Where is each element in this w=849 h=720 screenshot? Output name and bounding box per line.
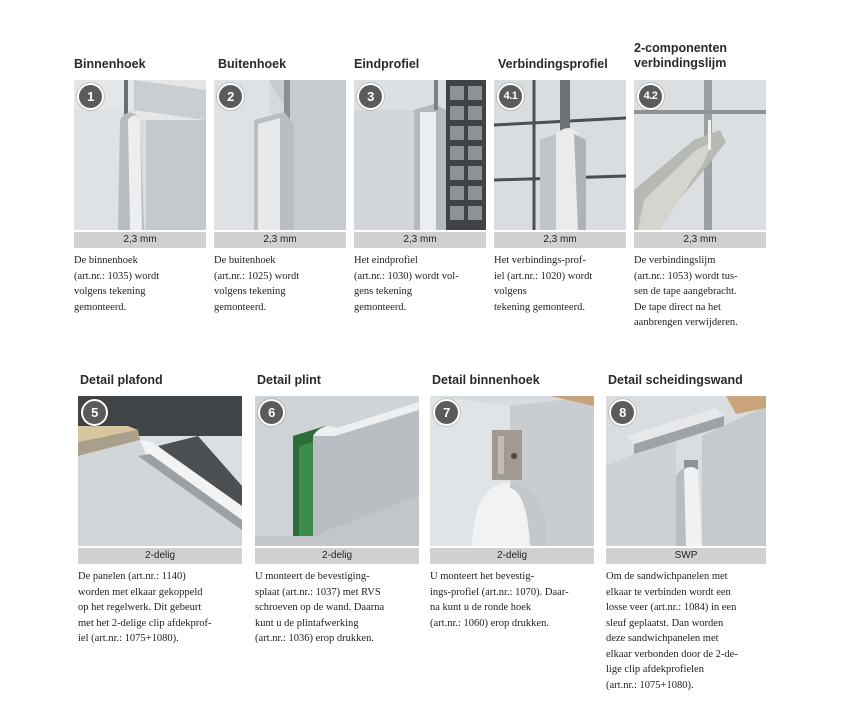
- card-detail-plafond: [78, 370, 242, 660]
- thickness-label: 2,3 mm: [354, 232, 486, 248]
- step-badge: 6: [258, 399, 285, 426]
- photo-binnenhoek: [74, 80, 206, 230]
- card-binnenhoek: [74, 54, 206, 324]
- card-title: Detail plint: [257, 373, 321, 387]
- card-description: Om de sandwichpanelen met elkaar te verbinden wordt een losse veer (art.nr.: 1084) in een sleuf geplaatst. Dan worden deze sandwichpanelen met elkaar verbonden door de 2-de- lige clip afdekprofielen (art.nr.: 1075+1080).: [606, 571, 738, 691]
- photo-detail-scheidingswand: [606, 396, 766, 546]
- card-description: Het eindprofiel (art.nr.: 1030) wordt vol- gens tekening gemonteerd.: [354, 255, 459, 313]
- card-description: De binnenhoek (art.nr.: 1035) wordt volgens tekening gemonteerd.: [74, 255, 160, 313]
- step-badge: 3: [357, 83, 384, 110]
- photo-buitenhoek: [214, 80, 346, 230]
- card-description: Het verbindings-prof- iel (art.nr.: 1020) wordt volgens tekening gemonteerd.: [494, 255, 593, 313]
- card-title: Detail binnenhoek: [432, 373, 540, 387]
- step-badge: 4.2: [637, 83, 664, 110]
- card-detail-binnenhoek: [430, 370, 594, 660]
- step-badge: 8: [609, 399, 636, 426]
- card-title: Buitenhoek: [218, 57, 287, 71]
- type-label: 2-delig: [78, 548, 242, 564]
- photo-verbindingslijm: [634, 80, 766, 230]
- photo-detail-plafond: [78, 396, 242, 546]
- photo-verbindingsprofiel: [494, 80, 626, 230]
- card-description: U monteert de bevestiging- splaat (art.nr.: 1037) met RVS schroeven op de wand. Daarna kunt u de plintafwerking (art.nr.: 1036) erop drukken.: [255, 571, 385, 644]
- card-title-line2: verbindingslijm: [634, 56, 727, 70]
- card-description: U monteert het bevestig- ings-profiel (art.nr.: 1070). Daar- na kunt u de ronde hoek (art.nr.: 1060) erop drukken.: [430, 571, 569, 629]
- card-verbindingslijm: [634, 40, 766, 330]
- thickness-label: 2,3 mm: [214, 232, 346, 248]
- step-badge: 7: [433, 399, 460, 426]
- thickness-label: 2,3 mm: [634, 232, 766, 248]
- card-title: Detail scheidingswand: [608, 373, 743, 387]
- step-badge: 1: [77, 83, 104, 110]
- thickness-label: 2,3 mm: [494, 232, 626, 248]
- card-description: De panelen (art.nr.: 1140) worden met elkaar gekoppeld op het regelwerk. Dit gebeurt met het 2-delige clip afdekprof- iel (art.nr.: 1075+1080).: [78, 571, 212, 644]
- type-label: SWP: [606, 548, 766, 564]
- card-buitenhoek: [214, 54, 346, 324]
- photo-detail-binnenhoek: [430, 396, 594, 546]
- card-verbindingsprofiel: [494, 54, 626, 324]
- type-label: 2-delig: [255, 548, 419, 564]
- thickness-label: 2,3 mm: [74, 232, 206, 248]
- step-badge: 4.1: [497, 83, 524, 110]
- card-detail-plint: [255, 370, 419, 660]
- photo-detail-plint: [255, 396, 419, 546]
- card-description: De buitenhoek (art.nr.: 1025) wordt volgens tekening gemonteerd.: [214, 255, 300, 313]
- card-title: Eindprofiel: [354, 57, 420, 71]
- card-eindprofiel: [354, 54, 486, 324]
- card-title: Binnenhoek: [74, 57, 146, 71]
- card-detail-scheidingswand: [606, 370, 766, 710]
- step-badge: 2: [217, 83, 244, 110]
- photo-eindprofiel: [354, 80, 486, 230]
- card-title-line1: 2-componenten: [634, 41, 728, 55]
- card-title: Verbindingsprofiel: [498, 57, 608, 71]
- card-title: Detail plafond: [80, 373, 163, 387]
- type-label: 2-delig: [430, 548, 594, 564]
- card-description: De verbindingslijm (art.nr.: 1053) wordt tus- sen de tape aangebracht. De tape direct na het aanbrengen verwijderen.: [634, 255, 738, 328]
- step-badge: 5: [81, 399, 108, 426]
